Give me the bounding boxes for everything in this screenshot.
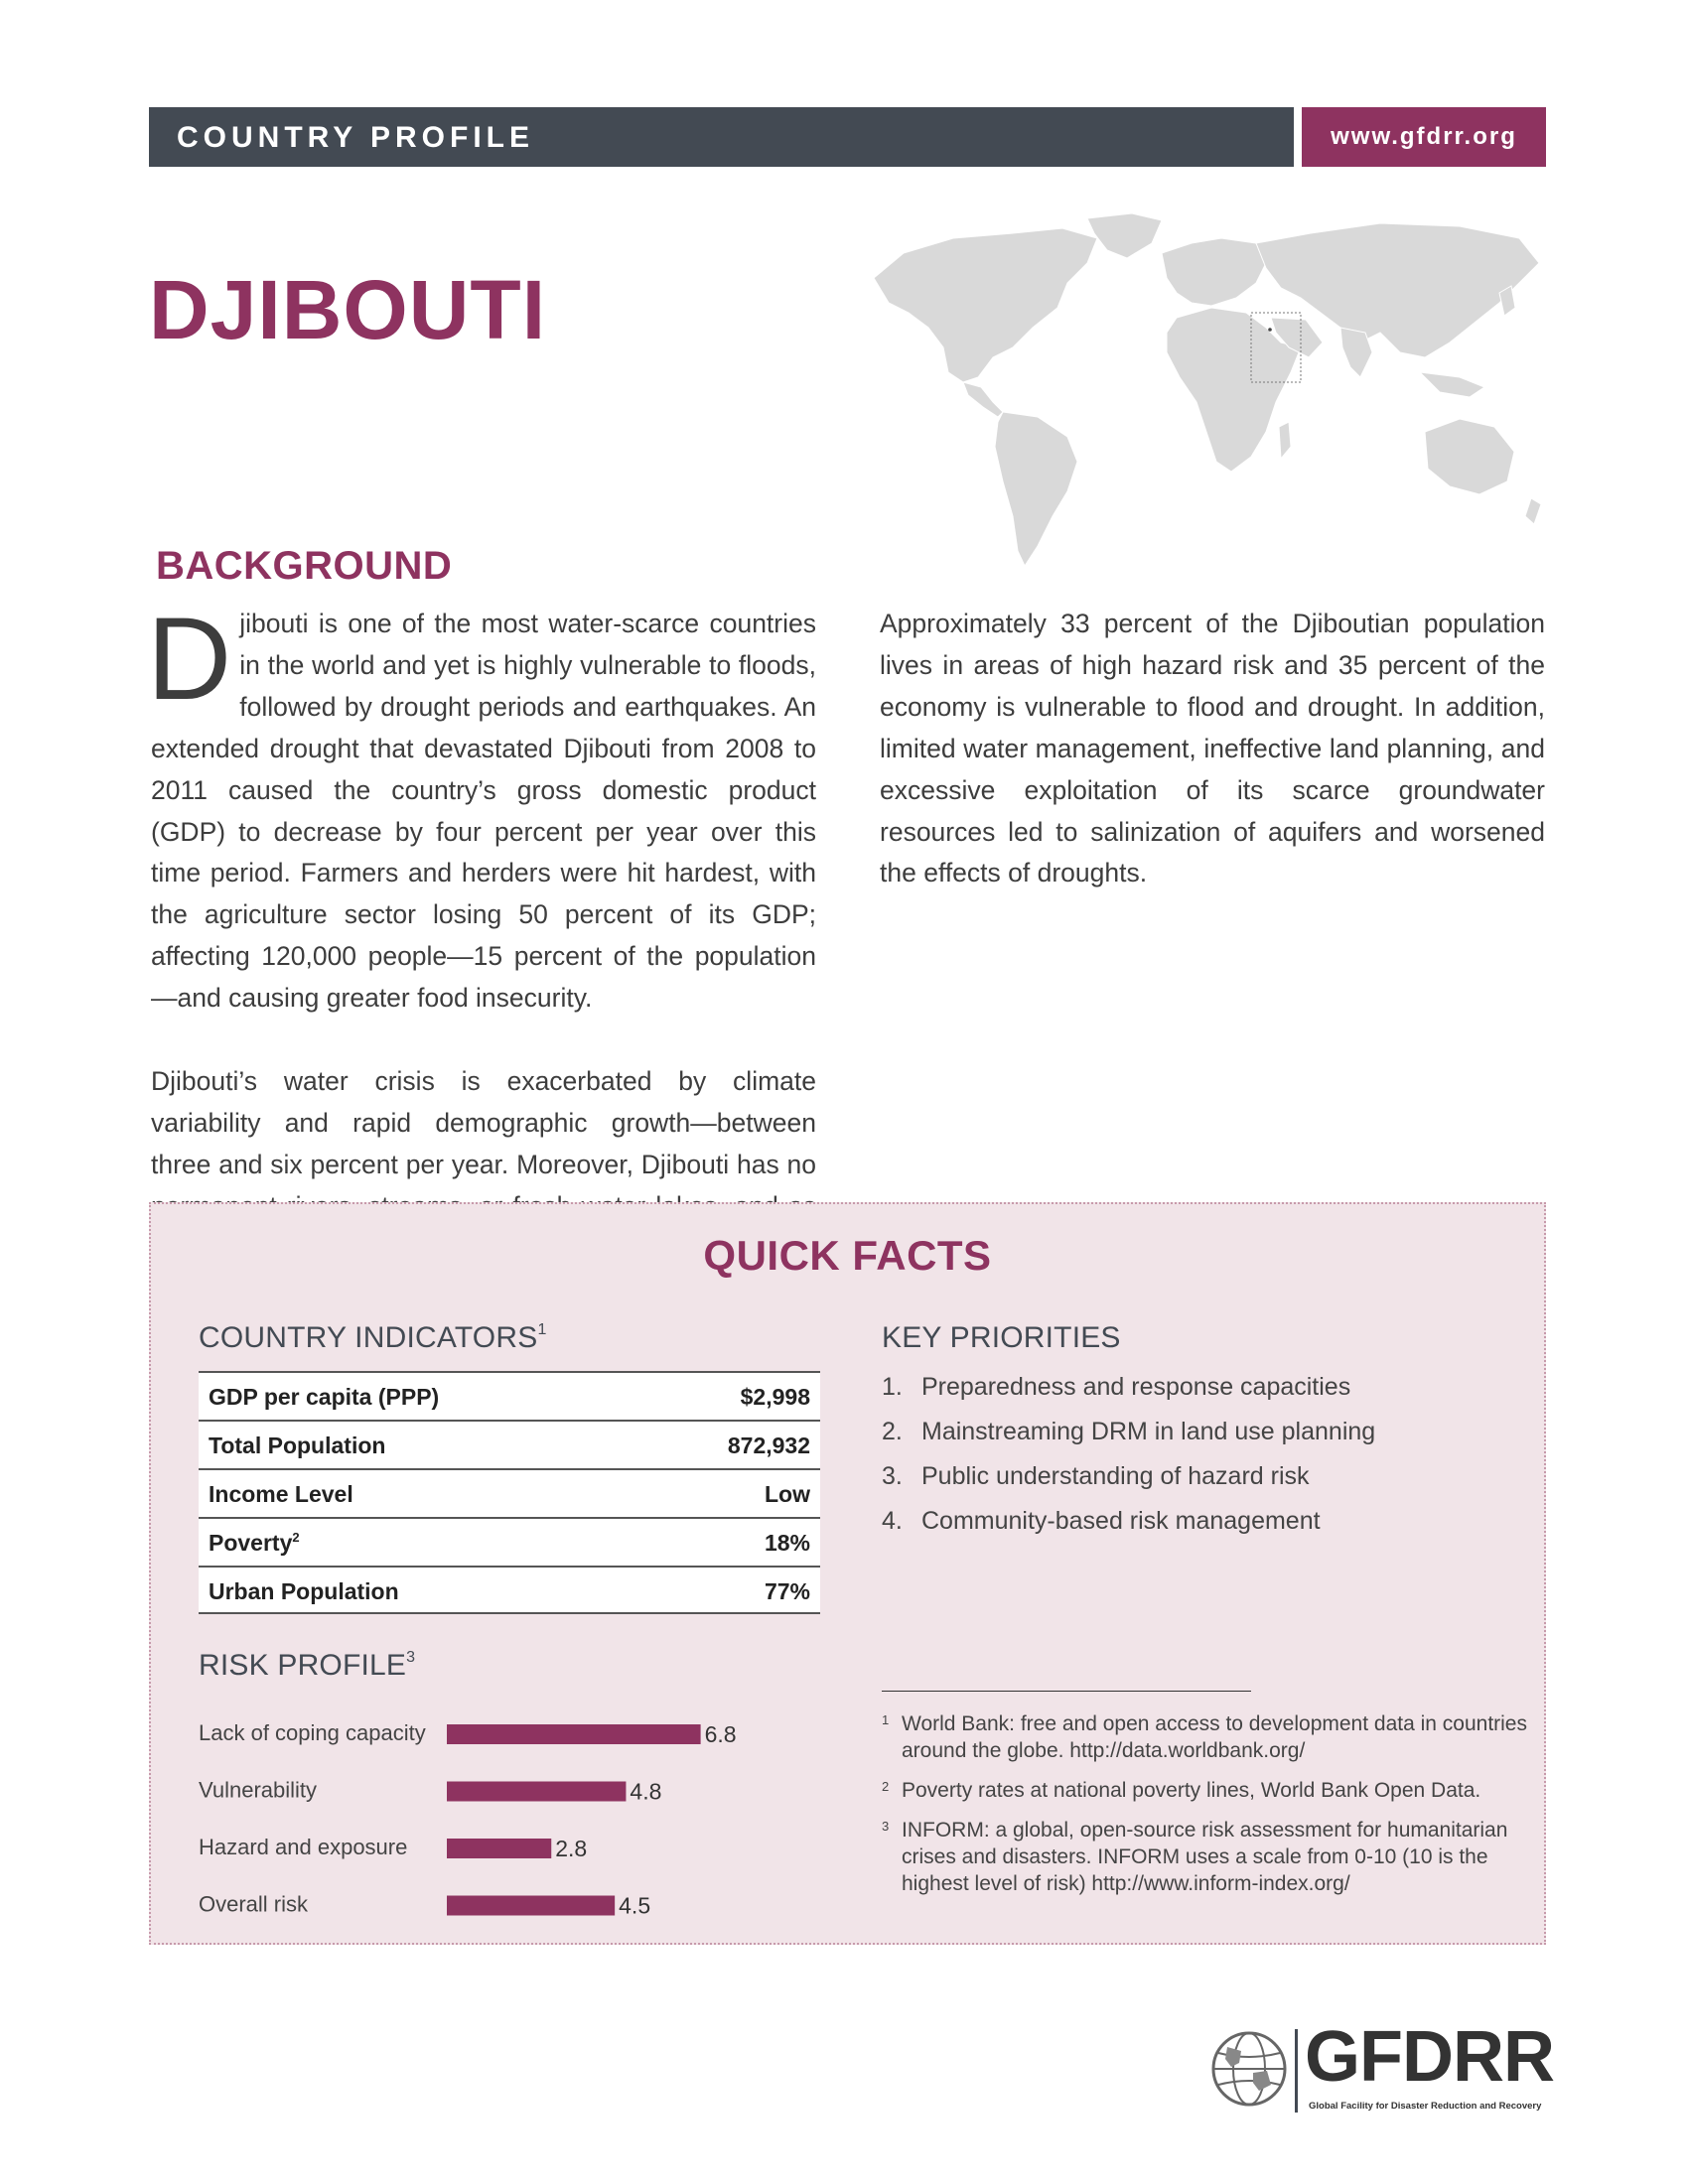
risk-bar [447, 1724, 701, 1744]
footnote-number: 2 [882, 1779, 890, 1794]
footnotes [882, 1710, 1527, 1910]
gfdrr-logo [1209, 2017, 1554, 2124]
indicator-label-text: Income Level [209, 1481, 353, 1507]
indicator-label-text: Total Population [209, 1433, 386, 1458]
risk-bar [447, 1839, 551, 1858]
quick-facts-heading: QUICK FACTS [703, 1232, 992, 1279]
priority-item [882, 1499, 1517, 1544]
risk-category-label: Hazard and exposure [199, 1835, 408, 1859]
indicator-label [209, 1530, 300, 1557]
priority-text: Preparedness and response capacities [921, 1373, 1351, 1401]
risk-bar [447, 1896, 615, 1916]
indicator-row [199, 1468, 820, 1517]
indicator-label [209, 1433, 385, 1459]
risk-value-label: 6.8 [704, 1721, 737, 1747]
indicator-value: 18% [764, 1530, 810, 1556]
drop-cap: D [147, 594, 232, 725]
priority-item [882, 1410, 1517, 1454]
footnote-text: INFORM: a global, open-source risk assessment for humanitarian crises and disasters. INFORM uses a scale from 0-10 (10 is the highest level of risk) http://www.inform-index.org/ [902, 1819, 1508, 1895]
footnote-divider [882, 1691, 1251, 1692]
footnote-text: Poverty rates at national poverty lines, World Bank Open Data. [902, 1779, 1481, 1802]
background-heading: BACKGROUND [156, 544, 453, 588]
footnote [882, 1777, 1527, 1804]
indicator-value: 872,932 [727, 1433, 810, 1458]
risk-value-label: 4.8 [630, 1778, 662, 1805]
background-paragraph-3: Approximately 33 percent of the Djiboutian population lives in areas of high hazard risk and 35 percent of the economy is vulnerable to flood and drought. In addition, limited water management, ineffective land planning, and excessive exploitation of its scarce groundwater resources led to salinization of aquifers and worsened the effects of droughts. [880, 609, 1545, 888]
risk-profile-heading-text: RISK PROFILE [199, 1649, 407, 1682]
header-url[interactable]: www.gfdrr.org [1302, 107, 1546, 167]
footnote [882, 1817, 1527, 1897]
footnote-text: World Bank: free and open access to development data in countries around the globe. http://data.worldbank.org/ [902, 1712, 1527, 1762]
risk-profile-chart [199, 1710, 814, 1939]
background-paragraph-1-text: jibouti is one of the most water-scarce countries in the world and yet is highly vulnerable to floods, followed by drought periods and earthquakes. An extended drought that devastated Djibouti from 2008 to 2011 caused the country’s gross domestic product (GDP) to decrease by four percent per year over this time period. Farmers and herders were hit hardest, with the agriculture sector losing 50 percent of its GDP; affecting 120,000 people—15 percent of the population—and causing greater food insecurity. [151, 609, 816, 1014]
priority-number: 4. [882, 1507, 903, 1535]
footnote-number: 1 [882, 1712, 890, 1727]
indicator-value: Low [765, 1481, 810, 1507]
indicator-value: $2,998 [740, 1384, 810, 1410]
background-text-right [880, 604, 1545, 936]
risk-profile-heading [199, 1649, 415, 1683]
indicator-label-text: Urban Population [209, 1578, 399, 1604]
priority-number: 2. [882, 1418, 903, 1445]
indicator-label [209, 1481, 353, 1508]
indicator-value: 77% [764, 1578, 810, 1604]
quick-facts-box [149, 1202, 1546, 1945]
risk-value-label: 2.8 [555, 1836, 588, 1861]
risk-bar [447, 1782, 626, 1802]
indicator-row [199, 1420, 820, 1468]
indicator-row [199, 1517, 820, 1566]
priority-number: 3. [882, 1462, 903, 1490]
background-paragraph-1 [147, 594, 816, 1020]
risk-category-label: Overall risk [199, 1891, 309, 1917]
priority-text: Mainstreaming DRM in land use planning [921, 1418, 1376, 1445]
priority-item [882, 1454, 1517, 1499]
indicator-row [199, 1371, 820, 1420]
footnote-number: 3 [882, 1819, 890, 1834]
indicator-row [199, 1566, 820, 1614]
country-indicators-heading [199, 1321, 547, 1355]
footnote-ref: 1 [537, 1321, 547, 1338]
priority-number: 1. [882, 1373, 903, 1401]
indicator-label [209, 1578, 399, 1605]
logo-tagline: Global Facility for Disaster Reduction and Recovery [1309, 2101, 1542, 2112]
world-map-image [864, 208, 1549, 596]
risk-category-label: Vulnerability [199, 1777, 318, 1803]
footnote-ref: 3 [406, 1649, 416, 1666]
header-bar [149, 107, 1294, 167]
risk-category-label: Lack of coping capacity [199, 1720, 426, 1745]
globe-icon [1209, 2029, 1289, 2109]
indicator-label [209, 1384, 439, 1411]
priority-item [882, 1365, 1517, 1410]
header-label: COUNTRY PROFILE [177, 121, 535, 154]
indicator-label-text: Poverty [209, 1530, 293, 1556]
key-priorities-heading: KEY PRIORITIES [882, 1321, 1121, 1354]
indicator-label-text: GDP per capita (PPP) [209, 1384, 440, 1410]
logo-separator [1295, 2029, 1298, 2113]
footnote-ref: 2 [292, 1530, 300, 1545]
risk-value-label: 4.5 [619, 1892, 651, 1919]
footnote [882, 1710, 1527, 1764]
background-paragraph-2: Djibouti’s water crisis is exacerbated by climate variability and rapid demographic growth—between three and six percent per year. Moreover, Djibouti has no [151, 1065, 816, 1179]
country-indicators-heading-text: COUNTRY INDICATORS [199, 1321, 538, 1354]
logo-wordmark: GFDRR [1305, 2017, 1554, 2097]
page-title: DJIBOUTI [149, 263, 547, 356]
priority-text: Community-based risk management [921, 1507, 1321, 1535]
key-priorities-list [882, 1365, 1517, 1544]
priority-text: Public understanding of hazard risk [921, 1462, 1310, 1490]
country-indicators-table [199, 1371, 820, 1614]
